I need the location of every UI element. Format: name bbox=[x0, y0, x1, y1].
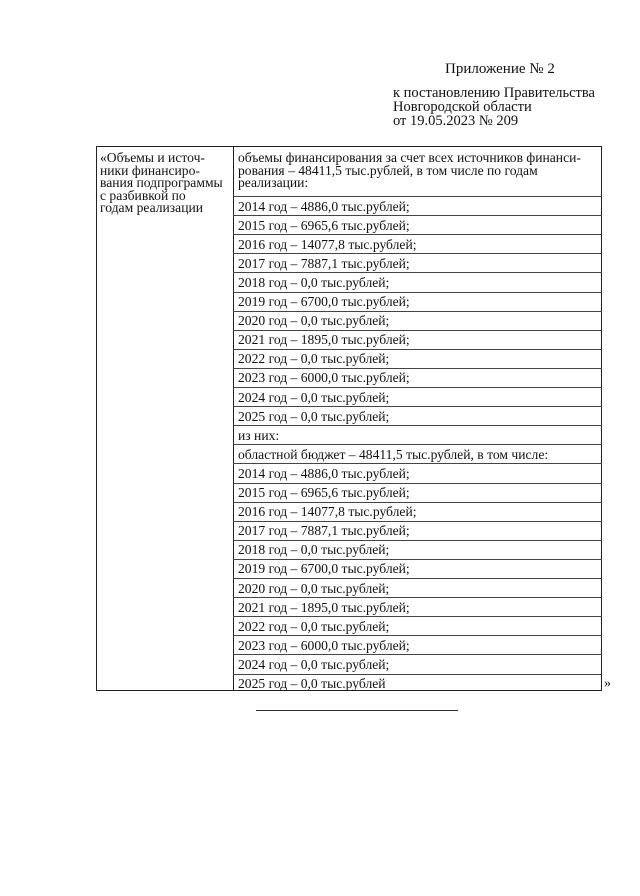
table-left-cell bbox=[100, 152, 232, 215]
intro-line: рования – 48411,5 тыс.рублей, в том числе по годам bbox=[238, 162, 538, 178]
table-row: 2024 год – 0,0 тыс.рублей; bbox=[238, 656, 390, 672]
table-row: 2018 год – 0,0 тыс.рублей; bbox=[238, 274, 390, 290]
table-column-divider bbox=[233, 146, 234, 691]
table-row: областной бюджет – 48411,5 тыс.рублей, в том числе: bbox=[238, 446, 549, 462]
table-row: 2017 год – 7887,1 тыс.рублей; bbox=[238, 255, 410, 271]
table-row: 2019 год – 6700,0 тыс.рублей; bbox=[238, 294, 410, 309]
table-row: 2015 год – 6965,6 тыс.рублей; bbox=[238, 217, 410, 233]
table-row: из них: bbox=[238, 427, 280, 443]
table-row: 2021 год – 1895,0 тыс.рублей; bbox=[238, 332, 410, 348]
table-row: 2022 год – 0,0 тыс.рублей; bbox=[238, 618, 390, 634]
left-cell-line: «Объемы и источ- bbox=[100, 150, 205, 165]
table-row: 2018 год – 0,0 тыс.рублей; bbox=[238, 542, 390, 558]
table-row: 2016 год – 14077,8 тыс.рублей; bbox=[238, 236, 417, 252]
left-cell-line: годам реализации bbox=[100, 200, 204, 215]
table-row: 2017 год – 7887,1 тыс.рублей; bbox=[238, 523, 410, 539]
table-row: 2014 год – 4886,0 тыс.рублей; bbox=[238, 465, 410, 481]
table-row: 2016 год – 14077,8 тыс.рублей; bbox=[238, 504, 417, 520]
table-row: 2023 год – 6000,0 тыс.рублей; bbox=[238, 370, 410, 386]
appendix-line-3: от 19.05.2023 № 209 bbox=[393, 113, 519, 129]
intro-line: объемы финансирования за счет всех источников финанси- bbox=[238, 150, 581, 165]
appendix-line-1: к постановлению Правительства bbox=[393, 85, 595, 101]
table-intro-text bbox=[238, 152, 600, 190]
row-separator bbox=[233, 425, 602, 426]
table-row: 2015 год – 6965,6 тыс.рублей; bbox=[238, 485, 410, 500]
table-row: 2025 год – 0,0 тыс.рублей; bbox=[238, 408, 390, 424]
table-row: 2020 год – 0,0 тыс.рублей; bbox=[238, 313, 390, 329]
left-cell-line: с разбивкой по bbox=[100, 187, 186, 203]
table-row: 2020 год – 0,0 тыс.рублей; bbox=[238, 580, 390, 596]
table-row: 2024 год – 0,0 тыс.рублей; bbox=[238, 389, 390, 405]
appendix-line-2: Новгородской области bbox=[393, 99, 532, 115]
table-row: 2019 год – 6700,0 тыс.рублей; bbox=[238, 561, 410, 577]
intro-line: реализации: bbox=[238, 175, 309, 190]
table-row: 2014 год – 4886,0 тыс.рублей; bbox=[238, 198, 410, 214]
appendix-title: Приложение № 2 bbox=[445, 61, 555, 77]
bottom-rule bbox=[256, 710, 458, 711]
table-row: 2022 год – 0,0 тыс.рублей; bbox=[238, 351, 390, 367]
table-row: 2021 год – 1895,0 тыс.рублей; bbox=[238, 599, 410, 615]
appendix-header bbox=[393, 62, 623, 128]
table-row: 2023 год – 6000,0 тыс.рублей; bbox=[238, 637, 410, 653]
left-cell-line: ники финансиро- bbox=[100, 162, 200, 178]
table-row: 2025 год – 0,0 тыс.рублей bbox=[238, 676, 386, 691]
left-cell-line: вания подпрограммы bbox=[100, 175, 223, 190]
closing-quote: » bbox=[604, 676, 611, 691]
